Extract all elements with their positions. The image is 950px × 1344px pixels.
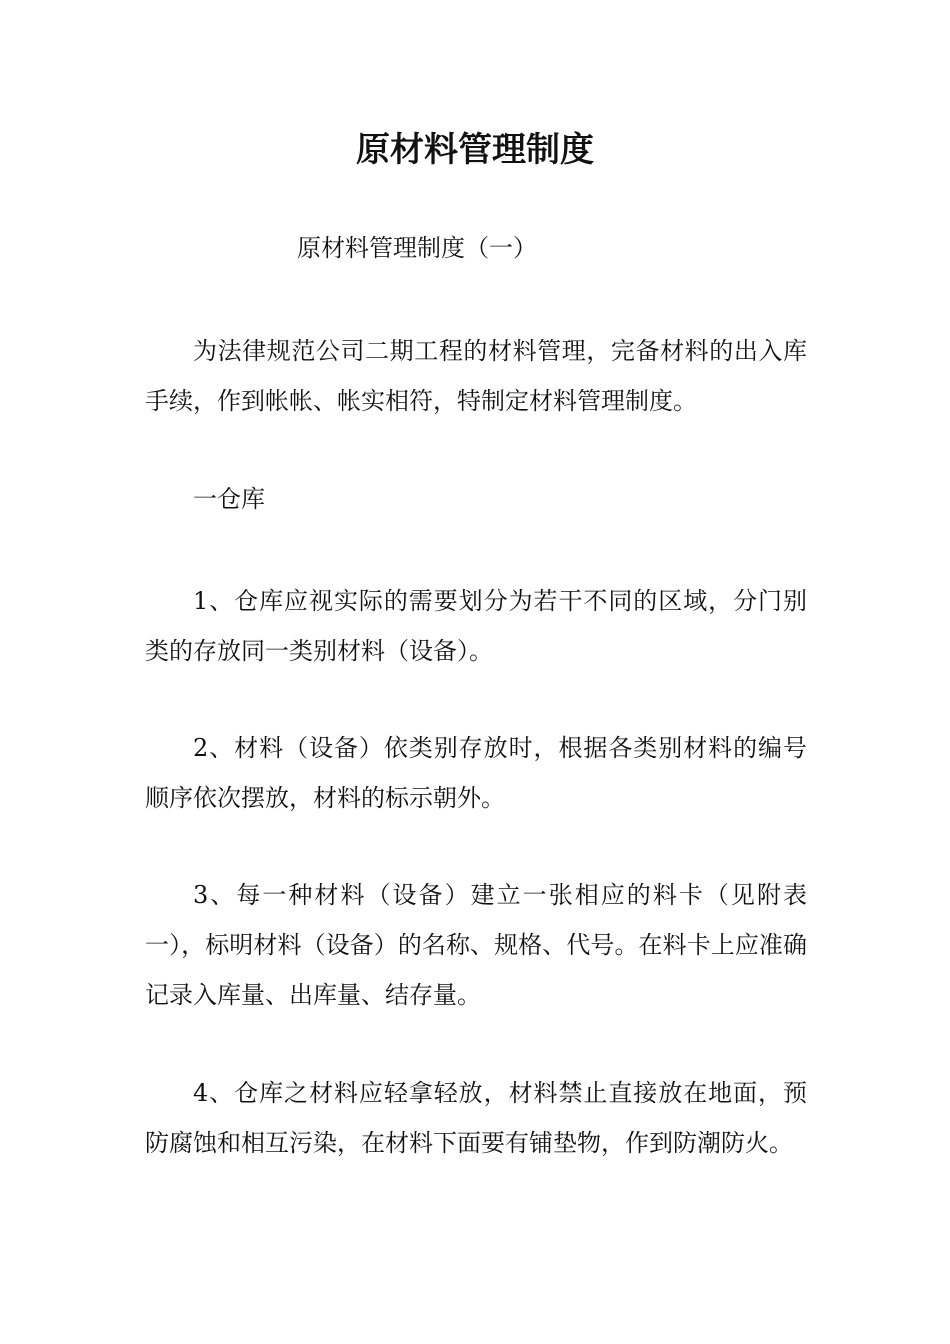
document-subtitle: 原材料管理制度（一）	[297, 234, 537, 262]
list-item: 3、每一种材料（设备）建立一张相应的料卡（见附表一），标明材料（设备）的名称、规格、代号。在料卡上应准确记录入库量、出库量、结存量。	[145, 881, 807, 1009]
document-title: 原材料管理制度	[356, 130, 594, 170]
list-item: 1、仓库应视实际的需要划分为若干不同的区域，分门别类的存放同一类别材料（设备）。	[145, 587, 807, 665]
list-item: 4、仓库之材料应轻拿轻放，材料禁止直接放在地面，预防腐蚀和相互污染，在材料下面要有铺垫物，作到防潮防火。	[145, 1079, 807, 1157]
section-heading: 一仓库	[193, 485, 265, 513]
list-item: 2、材料（设备）依类别存放时，根据各类别材料的编号顺序依次摆放，材料的标示朝外。	[145, 734, 807, 812]
intro-paragraph: 为法律规范公司二期工程的材料管理，完备材料的出入库手续，作到帐帐、帐实相符，特制定材料管理制度。	[145, 337, 807, 415]
